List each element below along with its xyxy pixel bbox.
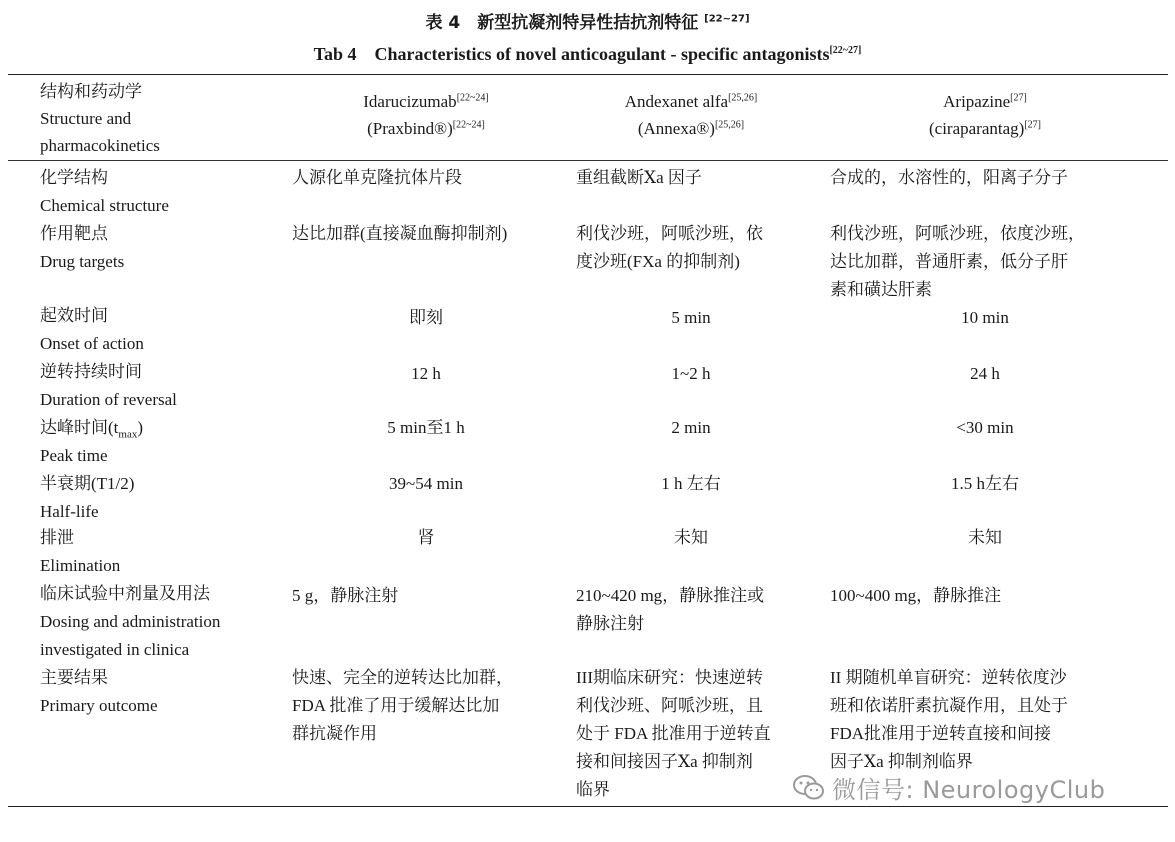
cell-andexanet-peak: 2 min	[671, 418, 711, 437]
header-structure: 结构和药动学 Structure and pharmacokinetics	[40, 82, 160, 155]
header-rule	[8, 160, 1168, 161]
row-label-duration: 逆转持续时间 Duration of reversal	[40, 362, 177, 409]
watermark-text: 微信号: NeurologyClub	[832, 776, 1106, 804]
cell-aripazine-elimination: 未知	[968, 528, 1002, 547]
cell-idarucizumab-elimination: 肾	[417, 528, 435, 547]
row-label-peak-time: 达峰时间$(t_{max})$ Peak time	[40, 418, 144, 465]
cell-andexanet-onset: 5 min	[671, 308, 711, 327]
row-label-outcome: 主要结果 Primary outcome	[40, 668, 158, 715]
header-aripazine: Aripazine[27] (ciraparantag)[27]	[929, 92, 1041, 138]
cell-andexanet-targets: 利伐沙班，阿哌沙班，依 度沙班(FXa 的抑制剂)	[576, 224, 763, 271]
wechat-icon	[792, 773, 826, 803]
cell-aripazine-structure: 合成的，水溶性的，阳离子分子	[830, 168, 1068, 187]
cell-andexanet-half-life: 1 h 左右	[661, 474, 721, 493]
cell-aripazine-duration: 24 h	[970, 364, 1000, 383]
watermark	[792, 770, 1105, 805]
cell-idarucizumab-dosing: 5 g，静脉注射	[292, 586, 399, 605]
bottom-rule	[8, 806, 1168, 807]
table-title-cn: 表 4 新型抗凝剂特异性拮抗剂特征 [22~27]	[425, 13, 750, 33]
top-rule	[8, 74, 1168, 75]
cell-aripazine-onset: 10 min	[961, 308, 1009, 327]
cell-aripazine-targets: 利伐沙班，阿哌沙班，依度沙班， 达比加群，普通肝素，低分子肝 素和磺达肝素	[830, 224, 1085, 299]
cell-idarucizumab-duration: 12 h	[411, 364, 441, 383]
cell-aripazine-dosing: 100~400 mg，静脉推注	[830, 586, 1002, 605]
row-label-drug-targets: 作用靶点 Drug targets	[40, 224, 125, 271]
row-label-half-life: 半衰期(T1/2) Half-life	[40, 474, 135, 521]
cell-idarucizumab-structure: 人源化单克隆抗体片段	[292, 168, 462, 187]
header-idarucizumab: Idarucizumab[22~24] (Praxbind®)[22~24]	[363, 92, 489, 138]
cell-idarucizumab-outcome: 快速、完全的逆转达比加群， FDA 批准了用于缓解达比加 群抗凝作用	[292, 668, 513, 743]
cell-andexanet-structure: 重组截断Ⅹa 因子	[576, 168, 702, 187]
cell-andexanet-duration: 1~2 h	[671, 364, 711, 383]
cell-andexanet-dosing: 210~420 mg，静脉推注或 静脉注射	[576, 586, 765, 633]
cell-idarucizumab-half-life: 39~54 min	[389, 474, 463, 493]
cell-aripazine-outcome: II 期随机单盲研究：逆转依度沙 班和依诺肝素抗凝作用，且处于 FDA批准用于逆转直接和间接 因子Ⅹa 抑制剂临界	[830, 668, 1068, 771]
row-label-elimination: 排泄 Elimination	[40, 528, 121, 575]
row-label-dosing: 临床试验中剂量及用法 Dosing and administration investigated in clinica	[40, 584, 221, 659]
cell-idarucizumab-peak: 5 min至1 h	[387, 418, 465, 437]
table-title-en: Tab 4 Characteristics of novel anticoagulant - specific antagonists[22~27]	[313, 44, 862, 64]
cell-idarucizumab-targets: 达比加群(直接凝血酶抑制剂)	[292, 224, 508, 243]
cell-idarucizumab-onset: 即刻	[409, 308, 443, 327]
row-label-onset: 起效时间 Onset of action	[40, 306, 144, 353]
header-andexanet: Andexanet alfa[25,26] (Annexa®)[25,26]	[624, 92, 758, 138]
cell-aripazine-peak: <30 min	[956, 418, 1014, 437]
cell-andexanet-elimination: 未知	[674, 528, 708, 547]
cell-andexanet-outcome: III期临床研究：快速逆转 利伐沙班、阿哌沙班，且 处于 FDA 批准用于逆转直 接和间接因子Ⅹa 抑制剂 临界	[576, 668, 771, 799]
row-label-chemical-structure: 化学结构 Chemical structure	[40, 168, 169, 215]
cell-aripazine-half-life: 1.5 h左右	[951, 474, 1019, 493]
